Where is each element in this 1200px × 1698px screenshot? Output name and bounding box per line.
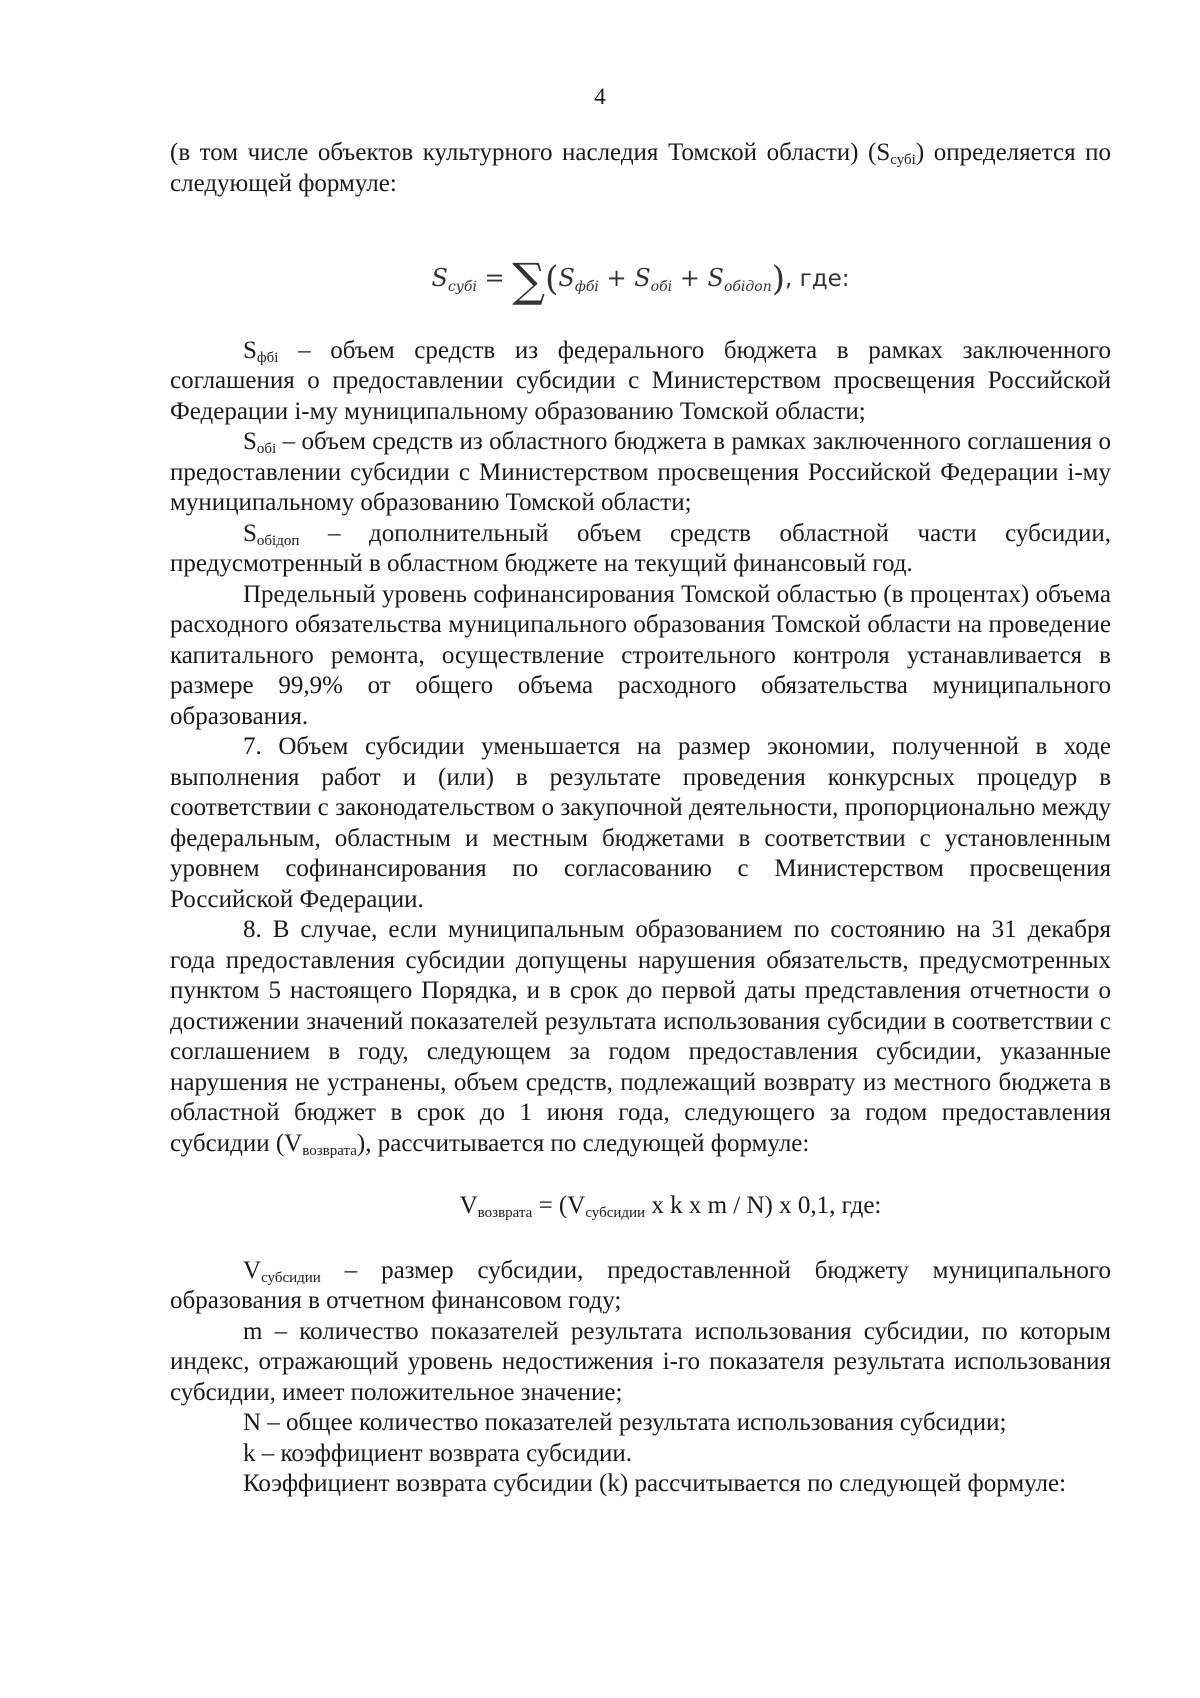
formula-return-volume: $V_{возврата} = (V_{субсидии}$ x k x m / N) x 0,1, где:: [459, 1192, 882, 1221]
paragraph-8: 8. В случае, если муниципальным образованием по состоянию на 31 декабря года предоставления субсидии допущены нарушения обязательств, предусмотренных пунктом 5 настоящего Порядка, и в срок до первой даты представления отчетности о достижении значений показателей результата использования субсидии в соответствии с соглашением в году, следующем за годом предоставления субсидии, указанные нарушения не устранены, объем средств, подлежащий возврату из местного бюджета в областной бюджет в срок до 1 июня года, следующего за годом предоставления субсидии $(V_{возврата})$, рассчитывается по следующей формуле:: [170, 916, 1111, 1159]
definition-v-subsidy: $V_{субсидии}$ – размер субсидии, предоставленной бюджету муниципального образования в отчетном финансовом году;: [170, 1256, 1111, 1314]
page-number: 4: [594, 84, 606, 109]
definition-n: N – общее количество показателей результата использования субсидии;: [243, 1409, 1007, 1436]
definition-s-ob: $S_{обi}$ – объем средств из областного бюджета в рамках заключенного соглашения о предоставлении субсидии с Министерством просвещения Российской Федерации i-му муниципальному образованию Томской области;: [170, 428, 1111, 516]
cofinancing-limit-paragraph: Предельный уровень софинансирования Томской областью (в процентах) объема расходного обязательства муниципального образования Томской области на проведение капитального ремонта, осуществление строительного контроля устанавливается в размере 99,9% от общего объема расходного обязательства муниципального образования.: [170, 580, 1111, 730]
definition-k: k – коэффициент возврата субсидии.: [243, 1439, 633, 1467]
definition-s-obdop: $S_{обiдоп}$ – дополнительный объем средств областной части субсидии, предусмотренный в областном бюджете на текущий финансовый год.: [170, 519, 1111, 577]
paragraph-7: 7. Объем субсидии уменьшается на размер экономии, полученной в ходе выполнения работ и (или) в результате проведения конкурсных процедур в соответствии с законодательством о закупочной деятельности, пропорционально между федеральным, областным и местным бюджетами в соответствии с установленным уровнем софинансирования по согласованию с Министерством просвещения Российской Федерации.: [170, 733, 1111, 913]
definition-s-fb: $S_{фбi}$ – объем средств из федерального бюджета в рамках заключенного соглашения о предоставлении субсидии с Министерством просвещения Российской Федерации i-му муниципальному образованию Томской области;: [170, 336, 1111, 425]
sum-symbol: ∑: [512, 253, 546, 307]
definition-m: m – количество показателей результата использования субсидии, по которым индекс, отражающий уровень недостижения i-го показателя результата использования субсидии, имеет положительное значение;: [170, 1317, 1111, 1406]
formula-subsidy-total: $S_{субi} = \sum(S_{фбi} + S_{обi} + S_{обiдоп})$, где:: [431, 253, 850, 307]
intro-paragraph: (в том числе объектов культурного наследия Томской области) $(S_{субi})$ определяется по следующей формуле:: [170, 139, 1112, 197]
coefficient-paragraph: Коэффициент возврата субсидии (k) рассчитывается по следующей формуле:: [243, 1470, 1067, 1497]
document-body: [170, 138, 1111, 1500]
